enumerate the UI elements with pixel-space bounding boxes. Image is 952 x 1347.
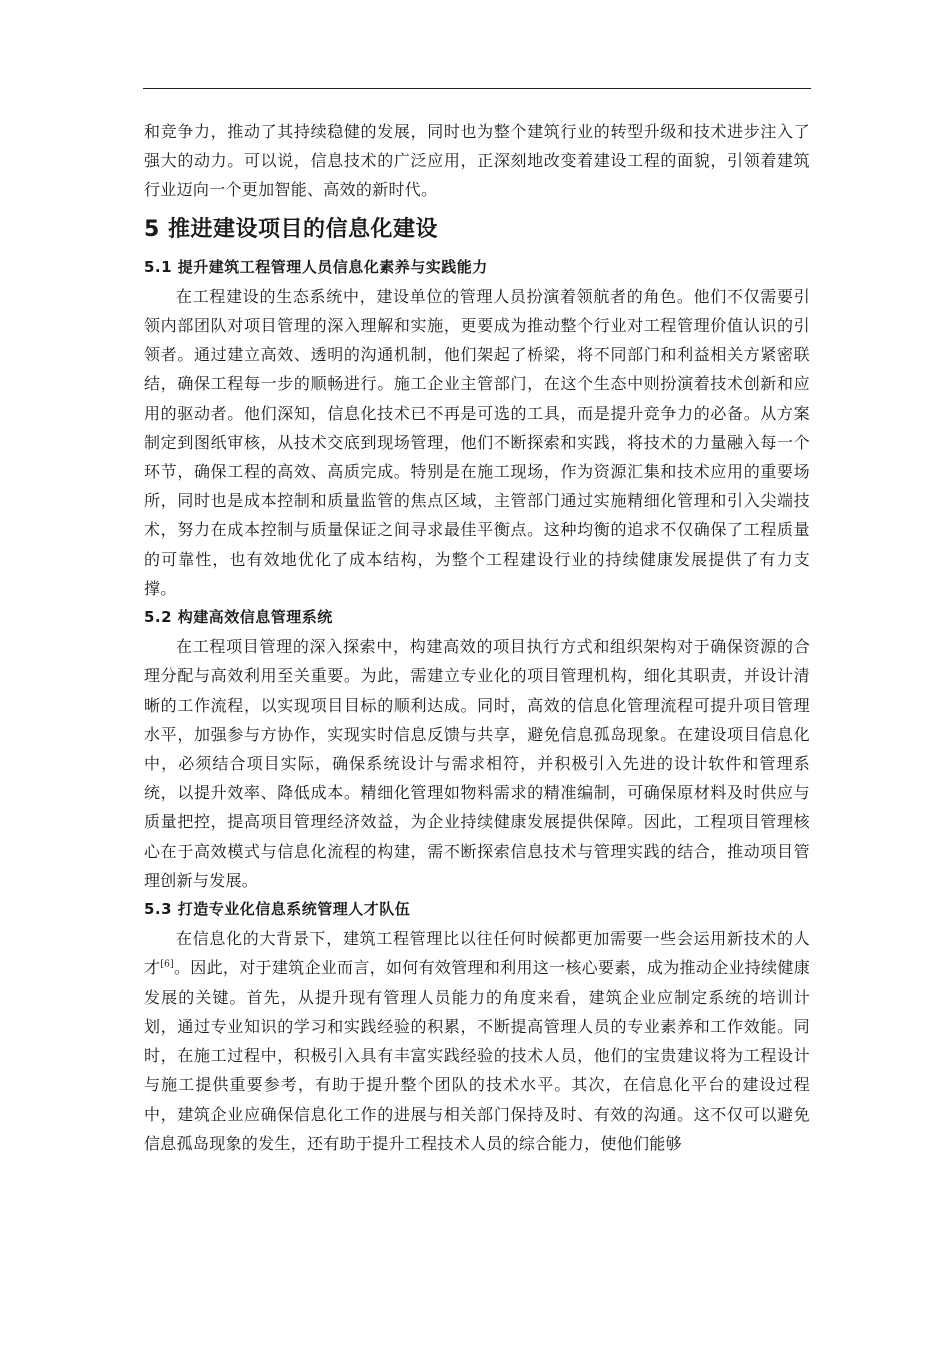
page-content — [144, 117, 810, 1158]
subsection-heading-5-2: 5.2 构建高效信息管理系统 — [144, 608, 333, 627]
paragraph-5-2: 在工程项目管理的深入探索中，构建高效的项目执行方式和组织架构对于确保资源的合理分配与高效利用至关重要。为此，需建立专业化的项目管理机构，细化其职责，并设计清晰的工作流程，以实现项目目标的顺利达成。同时，高效的信息化管理流程可提升项目管理水平，加强参与方协作，实现实时信息反馈与共享，避免信息孤岛现象。在建设项目信息化中，必须结合项目实际，确保系统设计与需求相符，并积极引入先进的设计软件和管理系统，以提升效率、降低成本。精细化管理如物料需求的精准编制，可确保原材料及时供应与质量把控，提高项目管理经济效益，为企业持续健康发展提供保障。因此，工程项目管理核心在于高效模式与信息化流程的构建，需不断探索信息技术与管理实践的结合，推动项目管理创新与发展。 — [144, 637, 810, 890]
header-rule — [143, 88, 811, 89]
subsection-heading-5-1: 5.1 提升建筑工程管理人员信息化素养与实践能力 — [144, 257, 488, 276]
paragraph-continued: 和竞争力，推动了其持续稳健的发展，同时也为整个建筑行业的转型升级和技术进步注入了强大的动力。可以说，信息技术的广泛应用，正深刻地改变着建设工程的面貌，引领着建筑行业迈向一个更加智能、高效的新时代。 — [144, 122, 810, 200]
section-heading-5: 5 推进建设项目的信息化建设 — [144, 216, 438, 242]
paragraph-5-3 — [144, 924, 810, 1158]
subsection-heading-5-3: 5.3 打造专业化信息系统管理人才队伍 — [144, 900, 411, 919]
paragraph-5-1: 在工程建设的生态系统中，建设单位的管理人员扮演着领航者的角色。他们不仅需要引领内部团队对项目管理的深入理解和实施，更要成为推动整个行业对工程管理价值认识的引领者。通过建立高效、透明的沟通机制，他们架起了桥梁，将不同部门和利益相关方紧密联结，确保工程每一步的顺畅进行。施工企业主管部门，在这个生态中则扮演着技术创新和应用的驱动者。他们深知，信息化技术已不再是可选的工具，而是提升竞争力的必备。从方案制定到图纸审核，从技术交底到现场管理，他们不断探索和实践，将技术的力量融入每一个环节，确保工程的高效、高质完成。特别是在施工现场，作为资源汇集和技术应用的重要场所，同时也是成本控制和质量监管的焦点区域，主管部门通过实施精细化管理和引入尖端技术，努力在成本控制与质量保证之间寻求最佳平衡点。这种均衡的追求不仅确保了工程质量的可靠性，也有效地优化了成本结构，为整个工程建设行业的持续健康发展提供了有力支撑。 — [144, 286, 810, 598]
paragraph-5-3-text-end: 。因此，对于建筑企业而言，如何有效管理和利用这一核心要素，成为推动企业持续健康发展的关键。首先，从提升现有管理人员能力的角度来看，建筑企业应制定系统的培训计划，通过专业知识的学习和实践经验的积累，不断提高管理人员的专业素养和工作效能。同时，在施工过程中，积极引入具有丰富实践经验的技术人员，他们的宝贵建议将为工程设计与施工提供重要参考，有助于提升整个团队的技术水平。其次，在信息化平台的建设过程中，建筑企业应确保信息化工作的进展与相关部门保持及时、有效的沟通。这不仅可以避免信息孤岛现象的发生，还有助于提升工程技术人员的综合能力，使他们能够 — [144, 958, 810, 1153]
citation-reference: [6] — [160, 960, 174, 971]
paragraph-5-3-text-start: 在信息化的大背景下，建筑工程管理比以往任何时候都更加需要一些会运用新技术的人才 — [144, 929, 810, 978]
